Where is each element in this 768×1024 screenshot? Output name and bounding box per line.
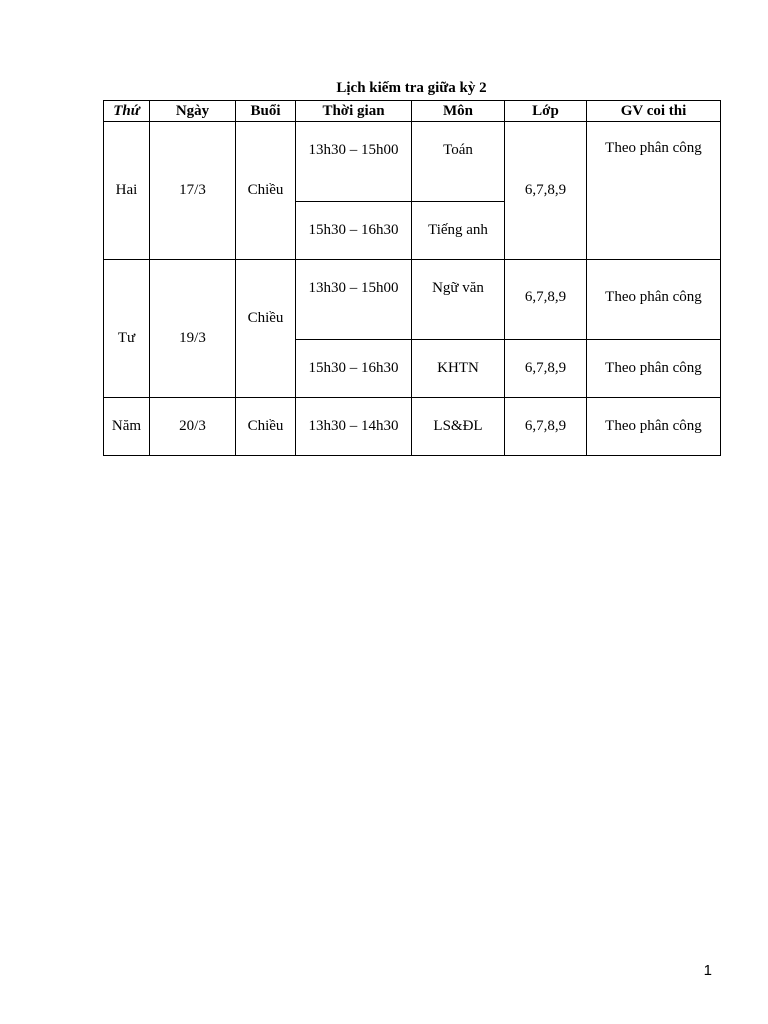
cell-time: 15h30 – 16h30 bbox=[296, 202, 412, 260]
cell-session: Chiều bbox=[236, 122, 296, 260]
cell-time: 13h30 – 15h00 bbox=[296, 122, 412, 202]
exam-schedule-table bbox=[103, 100, 721, 456]
cell-day: Tư bbox=[104, 260, 150, 398]
cell-class: 6,7,8,9 bbox=[505, 122, 587, 260]
cell-session: Chiều bbox=[236, 260, 296, 398]
cell-subject: KHTN bbox=[412, 340, 505, 398]
cell-proctor: Theo phân công bbox=[587, 122, 721, 260]
table-row bbox=[104, 122, 721, 202]
header-class: Lớp bbox=[505, 101, 587, 122]
document-title: Lịch kiếm tra giữa kỳ 2 bbox=[336, 80, 487, 96]
cell-day: Năm bbox=[104, 398, 150, 456]
cell-day: Hai bbox=[104, 122, 150, 260]
header-proctor: GV coi thi bbox=[587, 101, 721, 122]
page-number: 1 bbox=[703, 962, 712, 979]
table-row bbox=[104, 398, 721, 456]
cell-time: 15h30 – 16h30 bbox=[296, 340, 412, 398]
header-date: Ngày bbox=[150, 101, 236, 122]
cell-class: 6,7,8,9 bbox=[505, 398, 587, 456]
cell-session: Chiều bbox=[236, 398, 296, 456]
cell-subject: Toán bbox=[412, 122, 505, 202]
cell-subject: Ngữ văn bbox=[412, 260, 505, 340]
header-subject: Môn bbox=[412, 101, 505, 122]
table-row bbox=[104, 260, 721, 340]
cell-proctor: Theo phân công bbox=[587, 260, 721, 340]
cell-proctor: Theo phân công bbox=[587, 398, 721, 456]
cell-subject: Tiếng anh bbox=[412, 202, 505, 260]
header-time: Thời gian bbox=[296, 101, 412, 122]
cell-subject: LS&ĐL bbox=[412, 398, 505, 456]
cell-date: 17/3 bbox=[150, 122, 236, 260]
cell-time: 13h30 – 14h30 bbox=[296, 398, 412, 456]
cell-class: 6,7,8,9 bbox=[505, 260, 587, 340]
cell-date: 20/3 bbox=[150, 398, 236, 456]
cell-time: 13h30 – 15h00 bbox=[296, 260, 412, 340]
cell-proctor: Theo phân công bbox=[587, 340, 721, 398]
table-header-row bbox=[104, 101, 721, 122]
cell-date: 19/3 bbox=[150, 260, 236, 398]
cell-class: 6,7,8,9 bbox=[505, 340, 587, 398]
header-session: Buổi bbox=[236, 101, 296, 122]
header-day: Thứ bbox=[104, 101, 150, 122]
